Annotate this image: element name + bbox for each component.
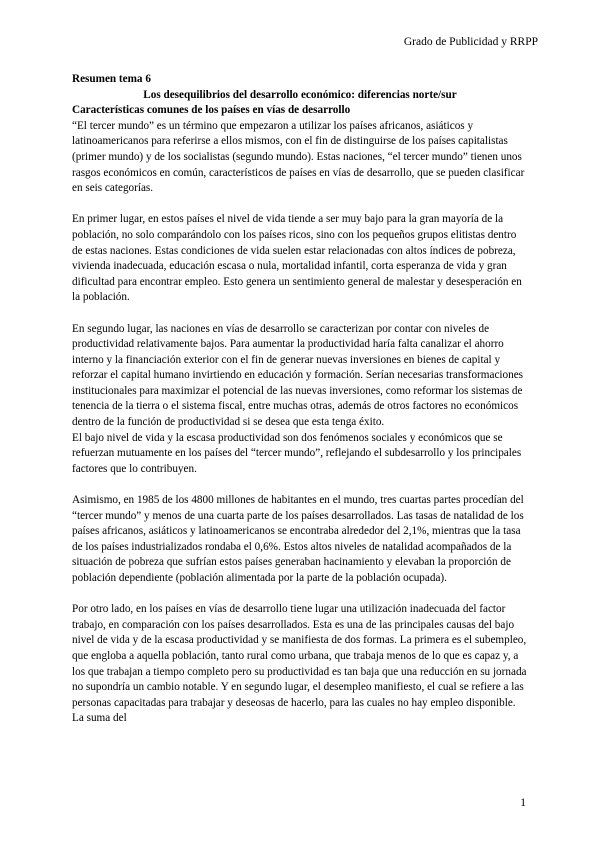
paragraph-intro: “El tercer mundo” es un término que empezaron a utilizar los países africanos, asiáticos y latinoamericanos para referirse a ellos mismos, con el fin de distinguirse de los países capitalistas (primer mundo) y de los socialistas (segundo mundo). Estas naciones, “el tercer mundo” tienen unos rasgos económicos en común, característicos de países en vías de desarrollo, que se pueden clasificar en seis categorías. xyxy=(72,119,525,195)
section-heading: Características comunes de los países en vías de desarrollo xyxy=(72,104,351,117)
paragraph-refuerzo: El bajo nivel de vida y la escasa productividad son dos fenómenos sociales y económicos que se refuerzan mutuamente en los países del “tercer mundo”, reflejando el subdesarrollo y los principales factores que lo contribuyen. xyxy=(72,431,522,475)
paragraph-nivel-de-vida: En primer lugar, en estos países el nivel de vida tiende a ser muy bajo para la gran mayoría de la población, no solo comparándolo con los países ricos, sino con los pequeños grupos elitistas dentro de estas naciones. Estas condiciones de vida suelen estar relacionadas con altos índices de pobreza, vivienda inadecuada, educación escasa o nula, mortalidad infantil, corta esperanza de vida y gran dificultad para encontrar empleo. Esto genera un sentimiento general de malestar y desesperación en la población. xyxy=(72,213,522,304)
page-number: 1 xyxy=(520,797,526,809)
document-subtitle: Los desequilibrios del desarrollo económico: diferencias norte/sur xyxy=(143,88,457,101)
document-title: Resumen tema 6 xyxy=(72,73,151,85)
paragraph-poblacion: Asimismo, en 1985 de los 4800 millones de habitantes en el mundo, tres cuartas partes procedían del “tercer mundo” y menos de una cuarta parte de los países desarrollados. Las tasas de natalidad de los países africanos, asiáticos y latinoamericanos se encontraba alrededor del 2,1%, mientras que la tasa de los países industrializados rondaba el 0,6%. Estos altos niveles de natalidad acompañados de la situación de pobreza que sufrían estos países generaban hacinamiento y elevaban la proporción de población dependiente (población alimentada por la parte de la población ocupada). xyxy=(72,494,524,584)
document-body xyxy=(72,72,528,727)
paragraph-factor-trabajo: Por otro lado, en los países en vías de desarrollo tiene lugar una utilización inadecuada del factor trabajo, en comparación con los países desarrollados. Esta es una de las principales causas del bajo nivel de vida y de la escasa productividad y se manifiesta de dos formas. La primera es el subempleo, que engloba a aquella población, tanto rural como urbana, que trabaja menos de lo que es capaz y, a los que trabajan a tiempo completo pero su productividad es tan baja que una reducción en su jornada no supondría un cambio notable. Y en segundo lugar, el desempleo manifiesto, el cual se refiere a las personas capacitadas para trabajar y deseosas de hacerlo, para las cuales no hay empleo disponible. La suma del xyxy=(72,603,527,725)
page-header: Grado de Publicidad y RRPP xyxy=(403,36,538,48)
paragraph-productividad: En segundo lugar, las naciones en vías de desarrollo se caracterizan por contar con niveles de productividad relativamente bajos. Para aumentar la productividad haría falta canalizar el ahorro interno y la financiación exterior con el fin de generar nuevas inversiones en bienes de capital y reforzar el capital humano invirtiendo en educación y formación. Serían necesarias transformaciones institucionales para maximizar el potencial de las nuevas inversiones, como reformar los sistemas de tenencia de la tierra o el sistema fiscal, entre muchas otras, además de otros factores no económicos dentro de la función de productividad si se desea que esta tenga éxito. xyxy=(72,322,524,429)
